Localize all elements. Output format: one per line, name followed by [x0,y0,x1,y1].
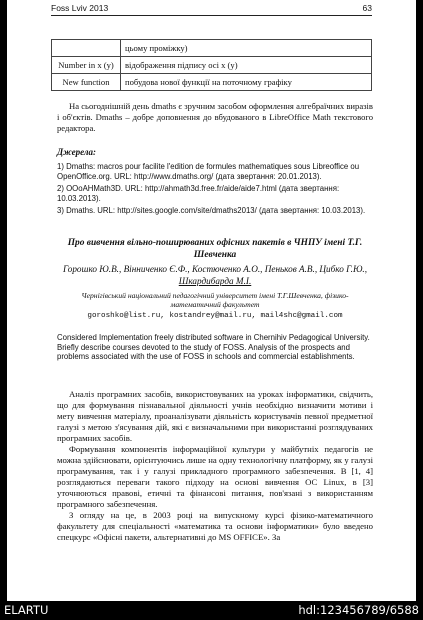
page-number: 63 [362,3,372,13]
viewer-status-bar [0,601,423,620]
abstract: Considered Implementation freely distributed software in Chernihiv Pedagogical University. Briefly describe courses devoted to the study of FOSS. Analysis of the prospects and problems associated with the use of FOSS in schools and commercial establishments. [57,333,370,362]
function-table [51,39,372,91]
table-cell: побудова нової функції на поточному графіку [121,74,372,91]
table-cell: цьому проміжку) [121,40,372,57]
table-cell [52,40,121,57]
reference-item: 1) Dmaths: macros pour facilite l'edition de formules mathematiques sous Libreoffice ou OpenOffice.org. URL: http://www.dmaths.org/ (дата звертання: 20.01.2013). [57,162,360,181]
repository-name: ELARTU [4,603,49,617]
table-row [52,57,372,74]
table-row [52,74,372,91]
article-authors [57,263,373,287]
table-row [52,40,372,57]
references-list [57,162,373,219]
journal-title: Foss Lviv 2013 [51,3,109,13]
affiliation: Чернігівський національний педагогічний університет імені Т.Г.Шевченка, фізико-математичний факультет [81,291,349,310]
reference-item: 3) Dmaths. URL: http://sites.google.com/site/dmaths2013/ (дата звертання: 10.03.2013). [57,206,366,216]
body-paragraph: З огляду на це, в 2003 році на випускному курсі фізико-математичного факультету для спеціальності «математика та основи інформатики» було введено спецкурс «Офісні пакети, альтернативні до MS OFFICE». За [57,510,373,542]
reference-item: 2) OOoAHMath3D. URL: http://ahmath3d.free.fr/aide/aide7.html (дата звертання: 10.03.2013). [57,184,340,203]
table-cell: Number in x (y) [52,57,121,74]
body-paragraph: Аналіз програмних засобів, використовуваних на уроках інформатики, свідчить, що для формування пізнавальної діяльності учнів необхідно визначити мотиви і мету вивчення матеріалу, проаналізувати діяльність користувачів певної предметної галузі з метою з'ясування дій, які є визначальними при використанні розглядуваних програмних засобів. [57,389,373,443]
page-header [51,3,372,16]
article-title: Про вивчення вільно-поширюваних офісних пакетів в ЧНПУ імені Т.Г. Шевченка [67,238,363,260]
document-page [7,0,416,601]
author-underlined: Шкардибарда М.І. [178,276,252,286]
table-cell: відображення підпису осі x (y) [121,57,372,74]
table-cell: New function [52,74,121,91]
article-body [57,389,373,543]
handle-id: hdl:123456789/6588 [298,603,419,617]
authors-list: Горошко Ю.В., Вінниченко Є.Ф., Костюченко А.О., Пеньков А.В., Цибко Г.Ю., [62,264,368,274]
author-emails: goroshko@list.ru, kostandrey@mail.ru, mail4shc@gmail.com [87,312,343,320]
body-paragraph: Формування компонентів інформаційної культури у майбутніх педагогів не можна здійснювати, орієнтуючись лише на одну технологічну платформу, як у галузі програмування, так і у галузі прикладного програмного забезпечення. В [1, 4] розглядаються переваги такого підходу на основі вивчення ОС Linux, в [3] уточнюються правові, етичні та фінансові питання, пов'язані з використанням програмного забезпечення. [57,444,373,509]
intro-paragraph: На сьогоднішній день dmaths є зручним засобом оформлення алгебраїчних виразів і об'єктів. Dmaths – добре доповнення до вбудованого в LibreOffice Math текстового редактора. [57,101,373,133]
references-heading: Джерела: [57,147,96,157]
